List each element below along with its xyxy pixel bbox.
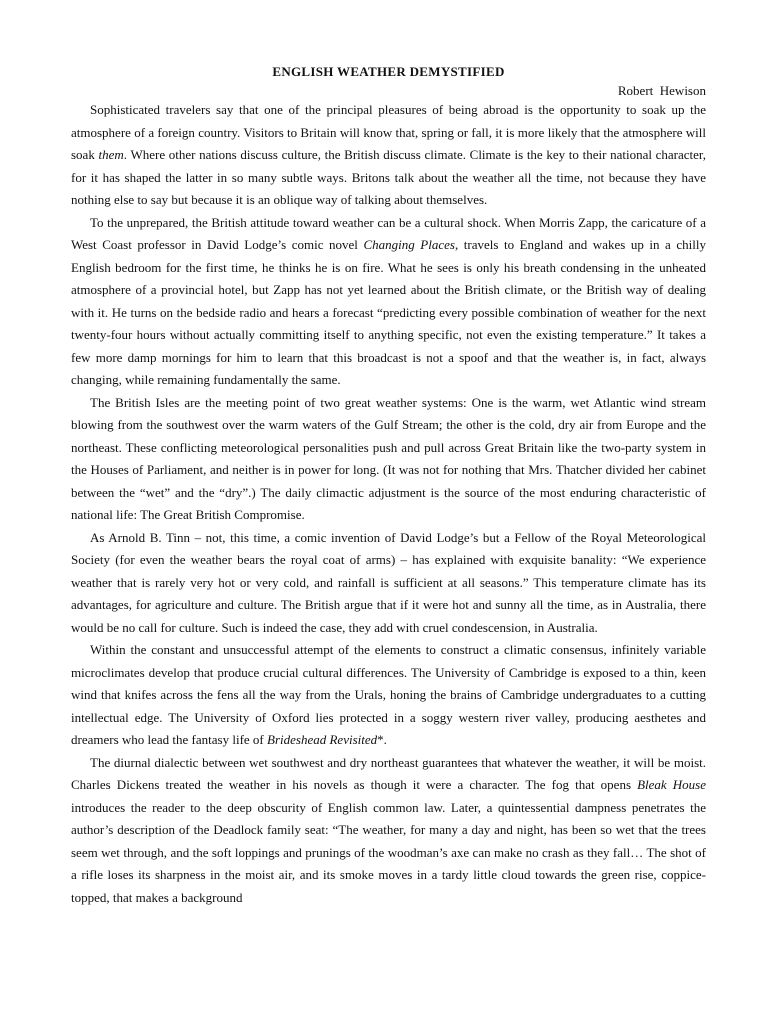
paragraph-1-italic-them: them	[98, 147, 124, 162]
document-author: Robert Hewison	[617, 83, 706, 98]
paragraph-6-italic-bleak-house: Bleak House	[637, 777, 706, 792]
paragraph-1	[71, 99, 706, 212]
paragraph-3-text-1: The British Isles are the meeting point of two great weather systems: One is the warm, wet Atlantic wind stream blowing from the southwest over the warm waters of the Gulf Stream; the other is the cold, dry air from Europe and the northeast. These conflicting meteorological personalities push and pull across Great Britain like the two-party system in the Houses of Parliament, and neither is in power for long. (It was not for nothing that Mrs. Thatcher divided her cabinet between the “wet” and the “dry”.) The daily climactic adjustment is the source of the most enduring characteristic of national life: The Great British Compromise.	[71, 394, 706, 522]
paragraph-6	[71, 752, 706, 910]
paragraph-1-text-1: Sophisticated travelers say that one of the principal pleasures of being abroad is the opportunity to soak up the atmosphere of a foreign country. Visitors to Britain will know that, spring or fall, it is more likely that the atmosphere will soak	[71, 102, 706, 162]
paragraph-6-text-2: introduces the reader to the deep obscurity of English common law. Later, a quintessential dampness penetrates the author’s description of the Deadlock family seat: “The weather, for many a day and night, has been so wet that the trees seem wet through, and the soft loppings and prunings of the woodman’s axe can make no crash as they fall… The shot of a rifle loses its sharpness in the moist air, and its smoke moves in a tardy little cloud towards the green rise, coppice-topped, that makes a background	[71, 799, 706, 905]
paragraph-4	[71, 527, 706, 640]
paragraph-6-text-1: The diurnal dialectic between wet southwest and dry northeast guarantees that whatever the weather, it will be moist. Charles Dickens treated the weather in his novels as though it were a character. The fog that opens	[71, 754, 706, 792]
paragraph-4-text-1: As Arnold B. Tinn – not, this time, a comic invention of David Lodge’s but a Fellow of the Royal Meteorological Society (for even the weather bears the royal coat of arms) – has explained with exquisite banality: “We experience weather that is rarely very hot or very cold, and rainfall is sufficient at all seasons.” This temperature climate has its advantages, for agriculture and culture. The British argue that if it were hot and sunny all the time, as in Australia, there would be no call for culture. Such is indeed the case, they add with cruel condescension, in Australia.	[71, 529, 706, 635]
paragraph-1-text-2: . Where other nations discuss culture, the British discuss climate. Climate is the key to their national character, for it has shaped the latter in so many subtle ways. Britons talk about the weather all the time, not because they have nothing else to say but because it is an oblique way of talking about themselves.	[71, 147, 706, 207]
paragraph-5	[71, 639, 706, 752]
paragraph-2-italic-changing-places: Changing Places	[363, 237, 455, 252]
paragraph-5-text-1: Within the constant and unsuccessful attempt of the elements to construct a climatic consensus, infinitely variable microclimates develop that produce crucial cultural differences. The University of Cambridge is exposed to a thin, keen wind that knifes across the fens all the way from the Urals, honing the brains of Cambridge undergraduates to a cutting intellectual edge. The University of Oxford lies protected in a soggy western river valley, producing aesthetes and dreamers who lead the fantasy life of	[71, 642, 706, 747]
document-page	[71, 64, 706, 909]
paragraph-2	[71, 212, 706, 392]
document-title: ENGLISH WEATHER DEMYSTIFIED	[272, 64, 505, 79]
paragraph-2-text-1: To the unprepared, the British attitude toward weather can be a cultural shock. When Morris Zapp, the caricature of a West Coast professor in David Lodge’s comic novel	[71, 214, 706, 252]
paragraph-2-text-2: , travels to England and wakes up in a chilly English bedroom for the first time, he thinks he is on fire. What he sees is only his breath condensing in the unheated atmosphere of a provincial hotel, but Zapp has not yet learned about the British climate, or the British way of dealing with it. He turns on the bedside radio and hears a forecast “predicting every possible combination of weather for the next twenty-four hours without actually committing itself to anything specific, not even the existing temperature.” It takes a few more damp mornings for him to learn that this broadcast is not a spoof and that the weather is, in fact, always changing, while remaining fundamentally the same.	[71, 237, 706, 387]
paragraph-5-italic-brideshead: Brideshead Revisited	[267, 732, 378, 747]
paragraph-5-text-2: *.	[377, 732, 387, 747]
paragraph-3	[71, 392, 706, 527]
